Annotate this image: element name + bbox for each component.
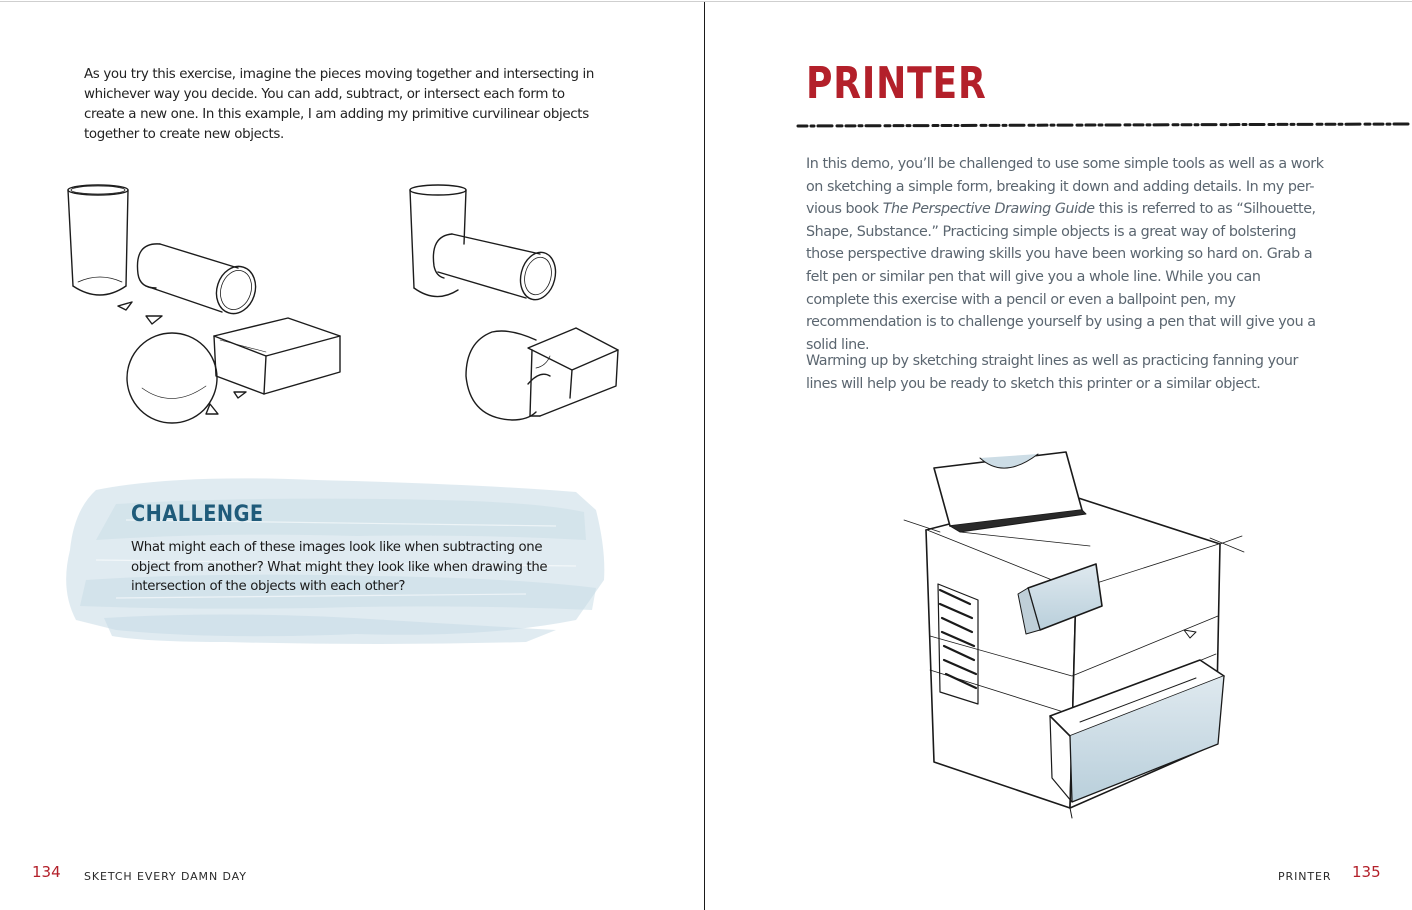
- primitives-separate-sketch: [60, 178, 360, 438]
- right-footer-number: [1352, 862, 1381, 881]
- left-page: [0, 0, 704, 910]
- intro-paragraph-right: [806, 153, 1326, 356]
- warmup-paragraph: Warming up by sketching straight lines as well as practicing fanning your lines will help you be ready to sketch this printer or a similar object.: [806, 353, 1298, 392]
- para-1-start: In this demo, you’ll be challenged to use some simple tools as well as a work on sketching a simple form, breaking it down and adding details. In my per-vious book: [806, 156, 1324, 218]
- left-footer: [32, 862, 61, 881]
- printer-sketch: [900, 440, 1280, 820]
- left-footer-title: [84, 865, 247, 884]
- book-spine: [704, 2, 705, 910]
- right-page: [706, 0, 1412, 910]
- intro-paragraph: As you try this exercise, imagine the pieces moving together and intersecting in whichever way you decide. You can add, subtract, or intersect each form to create a new one. In this example, I am adding my primitive curvilinear objects together to create new objects.: [84, 67, 595, 142]
- chapter-label: PRINTER: [1278, 870, 1332, 883]
- challenge-title: CHALLENGE: [131, 502, 264, 527]
- dashed-divider: [796, 118, 1412, 132]
- right-footer-label: [1278, 865, 1331, 884]
- para-1-end: this is referred to as “Silhouette, Shape, Substance.” Practicing simple objects is a great way of bolstering those perspective drawing skills you have been working so hard on. Grab a felt pen or similar pen that will give you a whole line. While you can complete this exercise with a pencil or even a ballpoint pen, my recommendation is to challenge yourself by using a pen that will give you a solid line.: [806, 201, 1316, 353]
- left-page-number: 134: [32, 863, 61, 881]
- book-title: SKETCH EVERY DAMN DAY: [84, 870, 247, 883]
- page-title: PRINTER: [806, 58, 987, 109]
- right-page-number: 135: [1352, 863, 1381, 881]
- primitives-combined-sketch: [400, 180, 630, 430]
- challenge-text: What might each of these images look like when subtracting one object from another? What might they look like when drawing the intersection of the objects with each other?: [131, 540, 548, 594]
- book-title-italic: The Perspective Drawing Guide: [882, 201, 1095, 218]
